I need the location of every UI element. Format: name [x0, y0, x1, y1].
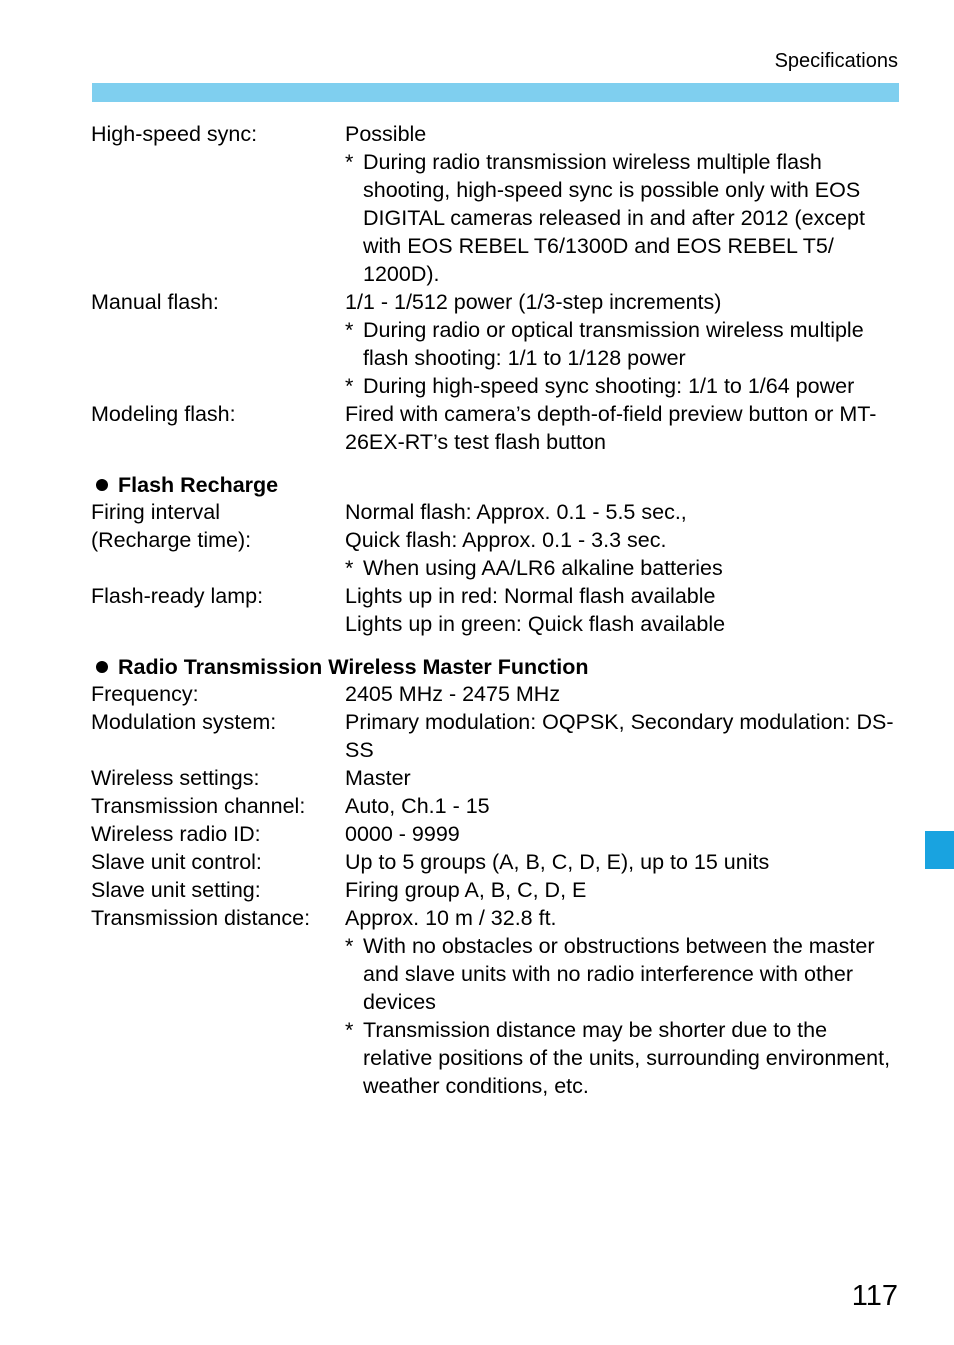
- spec-value-line: Lights up in red: Normal flash available: [345, 584, 716, 608]
- spec-value: [345, 120, 901, 288]
- spec-note-text: When using AA/LR6 alkaline batteries: [363, 556, 723, 580]
- spec-row: [91, 904, 901, 1100]
- spec-value-line: Primary modulation: OQPSK, Secondary modulation: DS-SS: [345, 710, 894, 762]
- spec-label: Slave unit setting:: [91, 878, 261, 902]
- spec-label: Transmission channel:: [91, 794, 306, 818]
- spec-value-line: Firing group A, B, C, D, E: [345, 878, 587, 902]
- spec-row: [91, 820, 901, 848]
- spec-value: [345, 848, 901, 876]
- spec-row: [91, 848, 901, 876]
- spec-value-line: Auto, Ch.1 - 15: [345, 794, 490, 818]
- section-title: [91, 472, 901, 498]
- spec-value: [345, 708, 901, 764]
- asterisk-icon: *: [345, 556, 354, 580]
- spec-note-text: With no obstacles or obstructions between the master and slave units with no radio interference with other devices: [363, 934, 875, 1014]
- spec-value: [345, 904, 901, 1100]
- spec-label: Transmission distance:: [91, 906, 311, 930]
- spec-note: [345, 372, 901, 400]
- spec-row: [91, 792, 901, 820]
- spec-row: [91, 120, 901, 288]
- spec-value: [345, 526, 901, 582]
- spec-note: [345, 932, 901, 1016]
- asterisk-icon: *: [345, 934, 354, 958]
- spec-note: [345, 1016, 901, 1100]
- spec-row: [91, 876, 901, 904]
- spec-note-text: During radio transmission wireless multiple flash shooting, high-speed sync is possible only with EOS DIGITAL cameras released in and after 2012 (except with EOS REBEL T6/1300D and EOS REBEL T5/ 1200D).: [363, 150, 865, 286]
- asterisk-icon: *: [345, 150, 354, 174]
- spec-row: [91, 400, 901, 456]
- spec-label: Wireless settings:: [91, 766, 260, 790]
- spec-label: Modeling flash:: [91, 402, 236, 426]
- spec-value-line: 1/1 - 1/512 power (1/3-step increments): [345, 290, 722, 314]
- spec-content: [91, 120, 901, 1100]
- spec-note-text: During high-speed sync shooting: 1/1 to 1/64 power: [363, 374, 855, 398]
- spec-value-line: Normal flash: Approx. 0.1 - 5.5 sec.,: [345, 500, 687, 524]
- spec-row: [91, 708, 901, 764]
- spec-label: Slave unit control:: [91, 850, 262, 874]
- section-title-text: Flash Recharge: [118, 473, 279, 497]
- spec-value: [345, 400, 901, 456]
- spec-label: Wireless radio ID:: [91, 822, 261, 846]
- spec-value-line: Quick flash: Approx. 0.1 - 3.3 sec.: [345, 528, 667, 552]
- spec-value: [345, 876, 901, 904]
- bullet-icon: [96, 661, 108, 673]
- spec-value: [345, 792, 901, 820]
- running-header: Specifications: [774, 50, 898, 72]
- spec-value-line: Approx. 10 m / 32.8 ft.: [345, 906, 557, 930]
- spec-note-text: During radio or optical transmission wireless multiple flash shooting: 1/1 to 1/128 power: [363, 318, 864, 370]
- spec-row: [91, 526, 901, 582]
- spec-note: [345, 554, 901, 582]
- spec-value-line: 0000 - 9999: [345, 822, 460, 846]
- spec-value: [345, 288, 901, 400]
- spec-value-line: Master: [345, 766, 411, 790]
- spec-row: [91, 582, 901, 638]
- asterisk-icon: *: [345, 374, 354, 398]
- spec-note: [345, 148, 901, 288]
- spec-note-text: Transmission distance may be shorter due to the relative positions of the units, surrounding environment, weather conditions, etc.: [363, 1018, 891, 1098]
- spec-value: [345, 582, 901, 638]
- spec-label: (Recharge time):: [91, 528, 252, 552]
- header-bar: [92, 83, 899, 102]
- spec-row: [91, 680, 901, 708]
- spec-label: Manual flash:: [91, 290, 219, 314]
- chapter-tab: [925, 831, 954, 869]
- section-title: [91, 654, 901, 680]
- spec-value: [345, 680, 901, 708]
- spec-label: Modulation system:: [91, 710, 277, 734]
- spec-label: Flash-ready lamp:: [91, 584, 264, 608]
- spec-label: Firing interval: [91, 500, 221, 524]
- spec-row: [91, 498, 901, 526]
- spec-value-line: Lights up in green: Quick flash available: [345, 612, 726, 636]
- spec-row: [91, 288, 901, 400]
- section-title-text: Radio Transmission Wireless Master Function: [118, 655, 589, 679]
- spec-value: [345, 764, 901, 792]
- spec-row: [91, 764, 901, 792]
- spec-value: [345, 820, 901, 848]
- spec-label: Frequency:: [91, 682, 199, 706]
- spec-value: [345, 498, 901, 526]
- spec-value-line: Up to 5 groups (A, B, C, D, E), up to 15 units: [345, 850, 770, 874]
- asterisk-icon: *: [345, 318, 354, 342]
- page-number: 117: [851, 1280, 898, 1312]
- asterisk-icon: *: [345, 1018, 354, 1042]
- bullet-icon: [96, 479, 108, 491]
- spec-value-line: Possible: [345, 122, 427, 146]
- spec-value-line: 2405 MHz - 2475 MHz: [345, 682, 561, 706]
- spec-label: High-speed sync:: [91, 122, 258, 146]
- spec-value-line: Fired with camera’s depth-of-field preview button or MT-26EX-RT’s test flash button: [345, 402, 877, 454]
- spec-note: [345, 316, 901, 372]
